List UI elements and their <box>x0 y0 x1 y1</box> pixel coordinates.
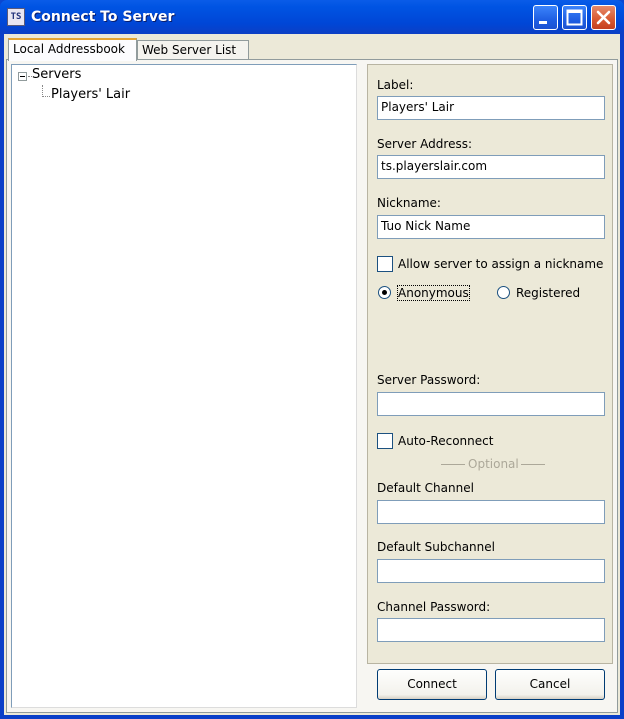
tab-panel <box>6 59 618 713</box>
optional-divider-left <box>441 464 465 465</box>
registered-label[interactable]: Registered <box>516 286 581 300</box>
anonymous-label[interactable]: Anonymous <box>398 286 469 300</box>
auto-reconnect-checkbox[interactable] <box>377 433 393 449</box>
minimize-icon <box>534 6 557 29</box>
connect-button-label: Connect <box>407 677 457 691</box>
optional-divider-right <box>521 464 545 465</box>
default-channel-caption: Default Channel <box>377 481 474 495</box>
channel-password-caption: Channel Password: <box>377 600 491 614</box>
default-channel-input[interactable] <box>377 500 605 524</box>
maximize-button[interactable] <box>562 5 587 30</box>
auto-reconnect-label[interactable]: Auto-Reconnect <box>398 434 494 448</box>
maximize-icon <box>563 6 586 29</box>
cancel-button[interactable] <box>495 669 605 700</box>
close-icon <box>592 6 615 29</box>
collapse-icon[interactable] <box>18 72 27 81</box>
window-title: Connect To Server <box>31 9 175 25</box>
teamspeak-app-icon: TS <box>7 8 25 26</box>
server-details-panel <box>367 64 613 664</box>
server-tree[interactable] <box>11 64 357 708</box>
allow-assign-nickname-label[interactable]: Allow server to assign a nickname <box>398 257 604 271</box>
server-password-caption: Server Password: <box>377 373 481 387</box>
tree-connector <box>42 96 50 97</box>
label-caption: Label: <box>377 78 414 92</box>
server-address-input[interactable]: ts.playerslair.com <box>377 155 605 179</box>
nickname-input[interactable]: Tuo Nick Name <box>377 215 605 239</box>
allow-assign-nickname-checkbox[interactable] <box>377 256 393 272</box>
optional-caption: Optional <box>468 457 519 471</box>
tree-node-players-lair[interactable]: Players' Lair <box>51 87 131 102</box>
label-input[interactable]: Players' Lair <box>377 96 605 120</box>
cancel-button-label: Cancel <box>529 677 571 691</box>
dialog-body <box>4 34 620 715</box>
minimize-button[interactable] <box>533 5 558 30</box>
default-subchannel-caption: Default Subchannel <box>377 540 495 554</box>
registered-radio[interactable] <box>497 286 510 299</box>
nickname-caption: Nickname: <box>377 196 441 210</box>
connect-button[interactable] <box>377 669 487 700</box>
tree-node-servers[interactable]: Servers <box>32 67 82 82</box>
tab-local-addressbook[interactable]: Local Addressbook <box>8 38 137 61</box>
server-password-input[interactable] <box>377 392 605 416</box>
server-address-caption: Server Address: <box>377 137 472 151</box>
title-bar[interactable] <box>0 0 624 34</box>
default-subchannel-input[interactable] <box>377 559 605 583</box>
close-button[interactable] <box>591 5 616 30</box>
tab-web-server-list[interactable]: Web Server List <box>137 40 249 60</box>
channel-password-input[interactable] <box>377 618 605 642</box>
anonymous-radio[interactable] <box>378 286 391 299</box>
radio-selected-dot <box>382 290 387 295</box>
